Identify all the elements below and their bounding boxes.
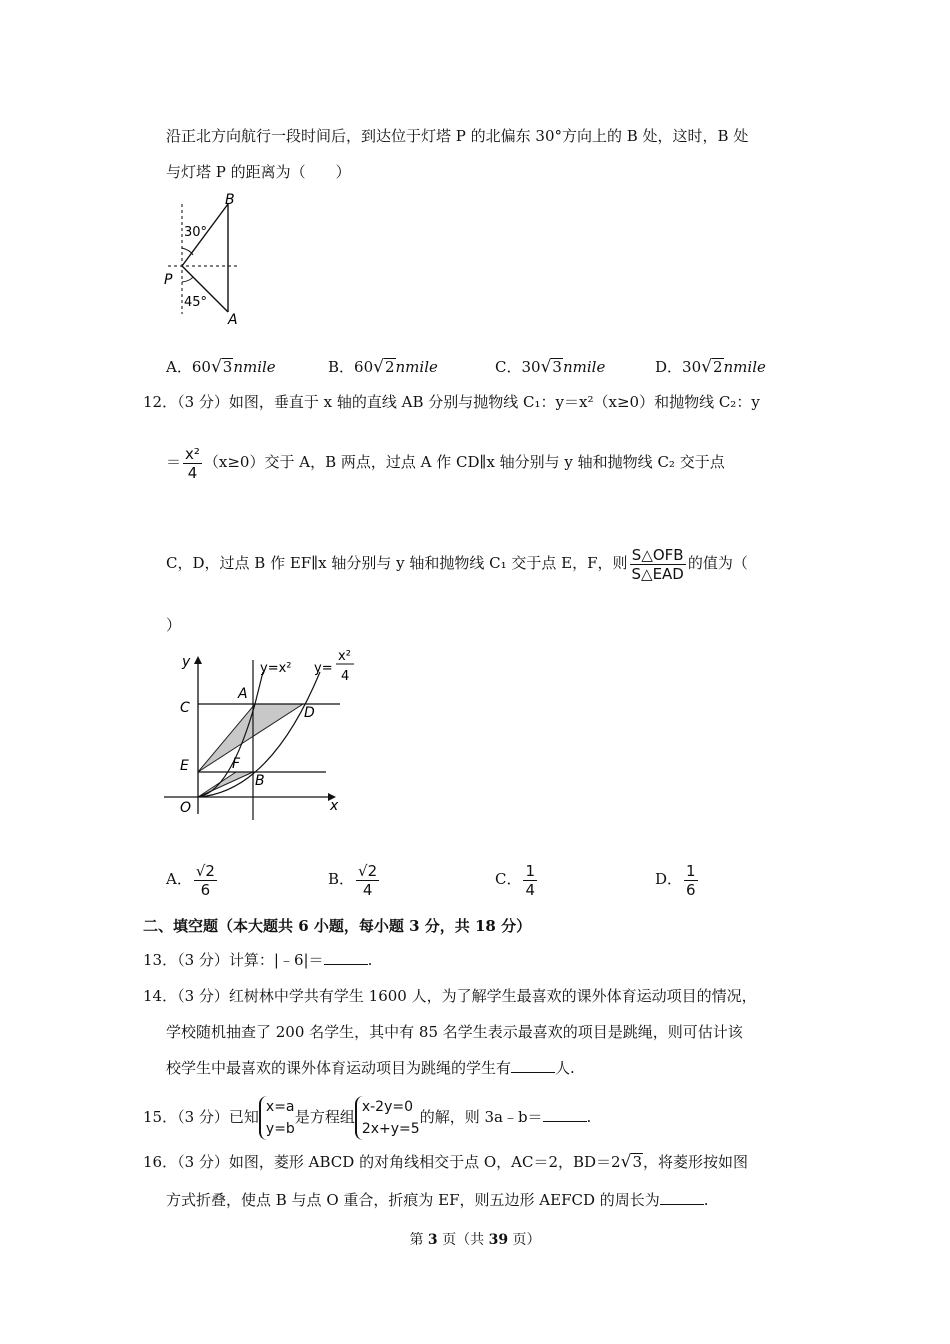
q11-label-P: P xyxy=(164,272,173,288)
q14-line2: 学校随机抽查了 200 名学生，其中有 85 名学生表示最喜欢的项目是跳绳，则可估计该 xyxy=(166,1023,743,1041)
q12-line2: ＝ $\frac{\text{x²}}{4}$ （x≥0）交于 A，B 两点，过点 A 作 CD∥x 轴分别与 y 轴和抛物线 C₂ 交于点 xyxy=(166,444,725,482)
q11-figure xyxy=(160,192,260,330)
q12-option-a[interactable]: A． $\frac{√2}{6}$ xyxy=(166,861,215,899)
q11-line1: 沿正北方向航行一段时间后，到达位于灯塔 P 的北偏东 30°方向上的 B 处，这时，B 处 xyxy=(166,127,749,145)
q12-line3: C，D，过点 B 作 EF∥x 轴分别与 y 轴和抛物线 C₁ 交于点 E，F，则 $\frac{\text{S△OFB}}{\text{S△EAD}}$ 的值为（ xyxy=(166,545,748,583)
q12-label-y: y xyxy=(182,654,191,670)
q12-label-C: C xyxy=(180,700,190,716)
q16-answer-blank[interactable] xyxy=(660,1190,704,1205)
q11-option-d[interactable]: D．30√2nmile xyxy=(655,357,766,377)
q16-line1: 16．（3 分）如图，菱形 ABCD 的对角线相交于点 O，AC＝2，BD＝2√3，将菱形按如图 xyxy=(143,1152,748,1172)
q11-option-b[interactable]: B．60√2nmile xyxy=(328,357,438,377)
q12-option-c[interactable]: C． $\frac{1}{4}$ xyxy=(495,861,536,899)
q11-line2: 与灯塔 P 的距离为（ ） xyxy=(166,163,351,181)
q15: 15．（3 分）已知 x=a y=b 是方程组 x-2y=0 2x+y=5 的解，则 3a﹣b＝ . xyxy=(143,1092,591,1142)
q11-option-a[interactable]: A．60√3nmile xyxy=(166,357,276,377)
q12-figure xyxy=(160,642,360,822)
q12-curve2-den: 4 xyxy=(341,669,350,684)
q12-label-D: D xyxy=(304,705,315,721)
q13: 13．（3 分）计算：|﹣6|＝ . xyxy=(143,951,373,969)
page-footer: 第 3 页（共 39 页） xyxy=(409,1232,541,1248)
q12-curve2-num: x² xyxy=(338,649,351,664)
q12-option-d[interactable]: D． $\frac{1}{6}$ xyxy=(655,861,696,899)
q12-label-B: B xyxy=(255,773,265,789)
q12-curve2-label: y= xyxy=(314,661,333,676)
q12-area-ratio: $\frac{\text{S△OFB}}{\text{S△EAD}}$ xyxy=(631,545,684,583)
section-heading: 二、填空题（本大题共 6 小题，每小题 3 分，共 18 分） xyxy=(143,917,532,935)
q15-system-equations: x-2y=0 2x+y=5 xyxy=(355,1096,420,1140)
q15-system-solution: x=a y=b xyxy=(259,1096,295,1140)
q14-line1: 14．（3 分）红树林中学共有学生 1600 人，为了解学生最喜欢的课外体育运动项目的情况， xyxy=(143,987,757,1005)
q12-label-E: E xyxy=(180,758,189,774)
q12-label-F: F xyxy=(232,756,241,772)
q11-angle-45: 45° xyxy=(184,295,208,310)
q15-answer-blank[interactable] xyxy=(543,1107,587,1122)
q12-label-x: x xyxy=(330,798,339,814)
q13-answer-blank[interactable] xyxy=(324,950,368,965)
q14-answer-blank[interactable] xyxy=(511,1058,555,1073)
q12-label-A: A xyxy=(238,686,248,702)
q11-label-B: B xyxy=(225,192,235,208)
q14-line3: 校学生中最喜欢的课外体育运动项目为跳绳的学生有 人. xyxy=(166,1059,575,1077)
q12-line4: ） xyxy=(166,616,182,634)
q12-line1: 12．（3 分）如图，垂直于 x 轴的直线 AB 分别与抛物线 C₁：y＝x²（x≥0）和抛物线 C₂：y xyxy=(143,393,760,411)
q11-angle-30: 30° xyxy=(184,225,208,240)
q12-label-O: O xyxy=(180,800,192,816)
q12-option-b[interactable]: B． $\frac{√2}{4}$ xyxy=(328,861,378,899)
q16-line2: 方式折叠，使点 B 与点 O 重合，折痕为 EF，则五边形 AEFCD 的周长为 . xyxy=(166,1191,709,1209)
q11-arc-bottom xyxy=(182,277,193,282)
q12-shaded-EAD xyxy=(198,704,303,772)
q12-fraction-x2-4: $\frac{\text{x²}}{4}$ xyxy=(185,444,200,482)
q12-y-arrow xyxy=(194,656,202,664)
q11-option-c[interactable]: C．30√3nmile xyxy=(495,357,606,377)
q12-curve1-label: y=x² xyxy=(260,661,292,676)
q11-label-A: A xyxy=(228,312,238,328)
